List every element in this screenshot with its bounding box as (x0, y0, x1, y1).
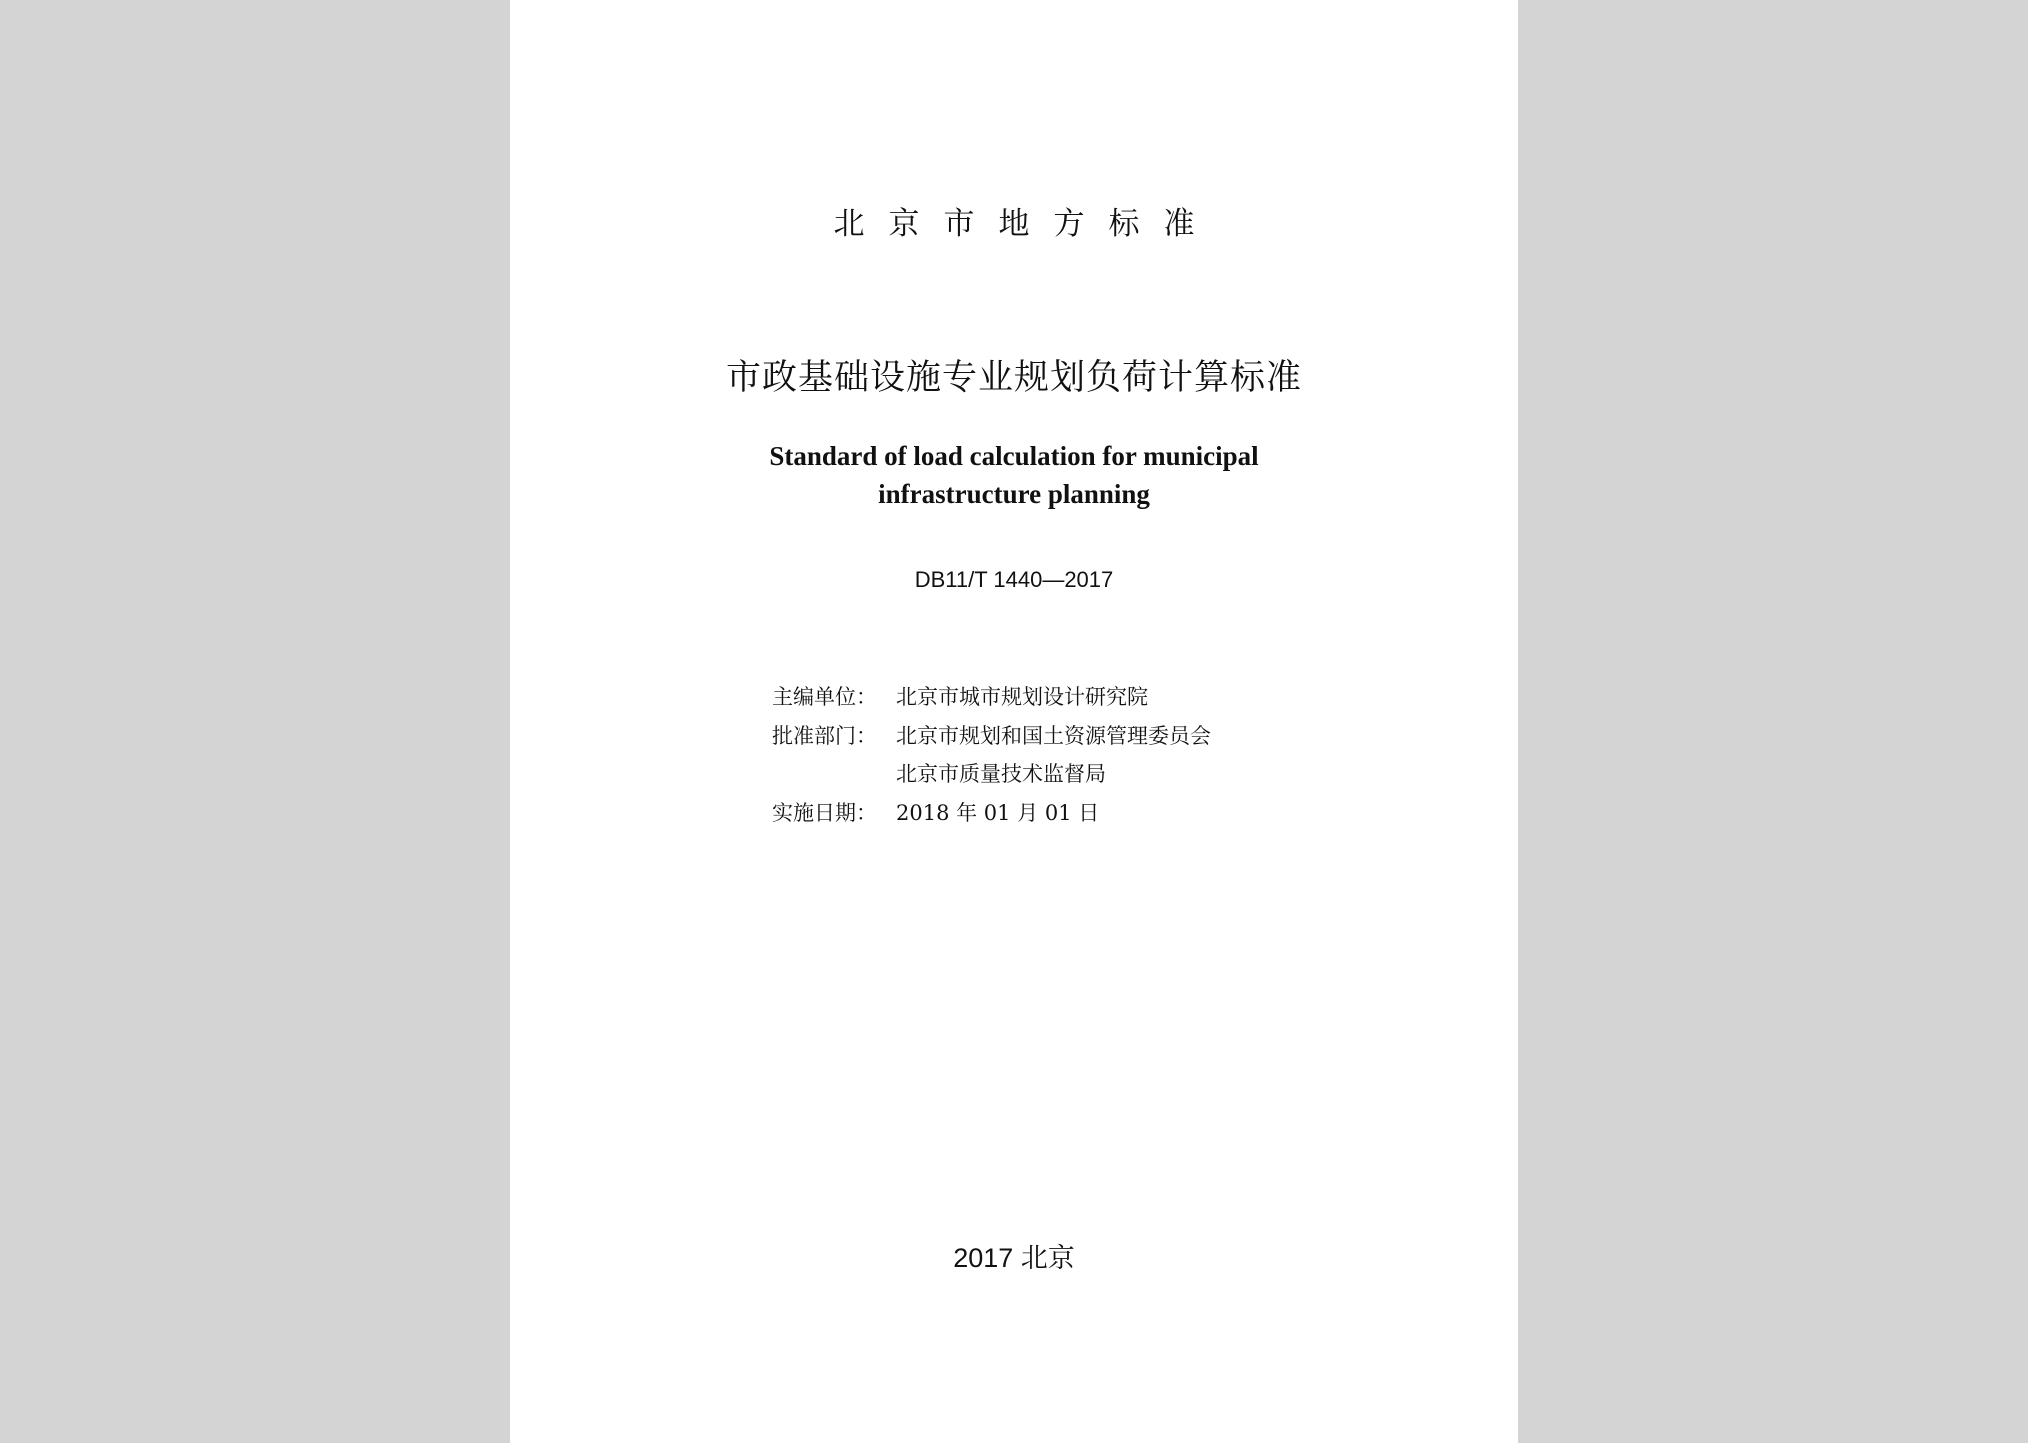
approver-label: 批准部门： (772, 723, 877, 748)
english-title-line-2: infrastructure planning (878, 479, 1150, 509)
approver-label-spacer (772, 755, 892, 794)
english-title (510, 437, 1518, 513)
approver-value-2: 北京市质量技术监督局 (896, 762, 1106, 786)
chinese-title: 市政基础设施专业规划负荷计算标准 (725, 358, 1302, 398)
editor-label: 主编单位： (772, 685, 877, 709)
approver-row-2 (772, 755, 1211, 794)
date-label: 实施日期： (772, 800, 877, 825)
standard-category: 北京市地方标准 (833, 206, 1219, 242)
approver-row (772, 717, 1211, 756)
date-value: 2018 年 01 月 01 日 (896, 800, 1100, 825)
standard-code: DB11/T 1440—2017 (914, 567, 1114, 592)
document-page (510, 0, 1518, 1443)
editor-value: 北京市城市规划设计研究院 (896, 685, 1148, 709)
date-row (772, 794, 1211, 833)
publication-place-year: 2017 北京 (953, 1243, 1075, 1273)
approver-value-1: 北京市规划和国土资源管理委员会 (896, 723, 1211, 748)
english-title-line-1: Standard of load calculation for municipal (769, 441, 1259, 471)
editor-row (772, 678, 1211, 717)
publication-details (772, 678, 1211, 832)
